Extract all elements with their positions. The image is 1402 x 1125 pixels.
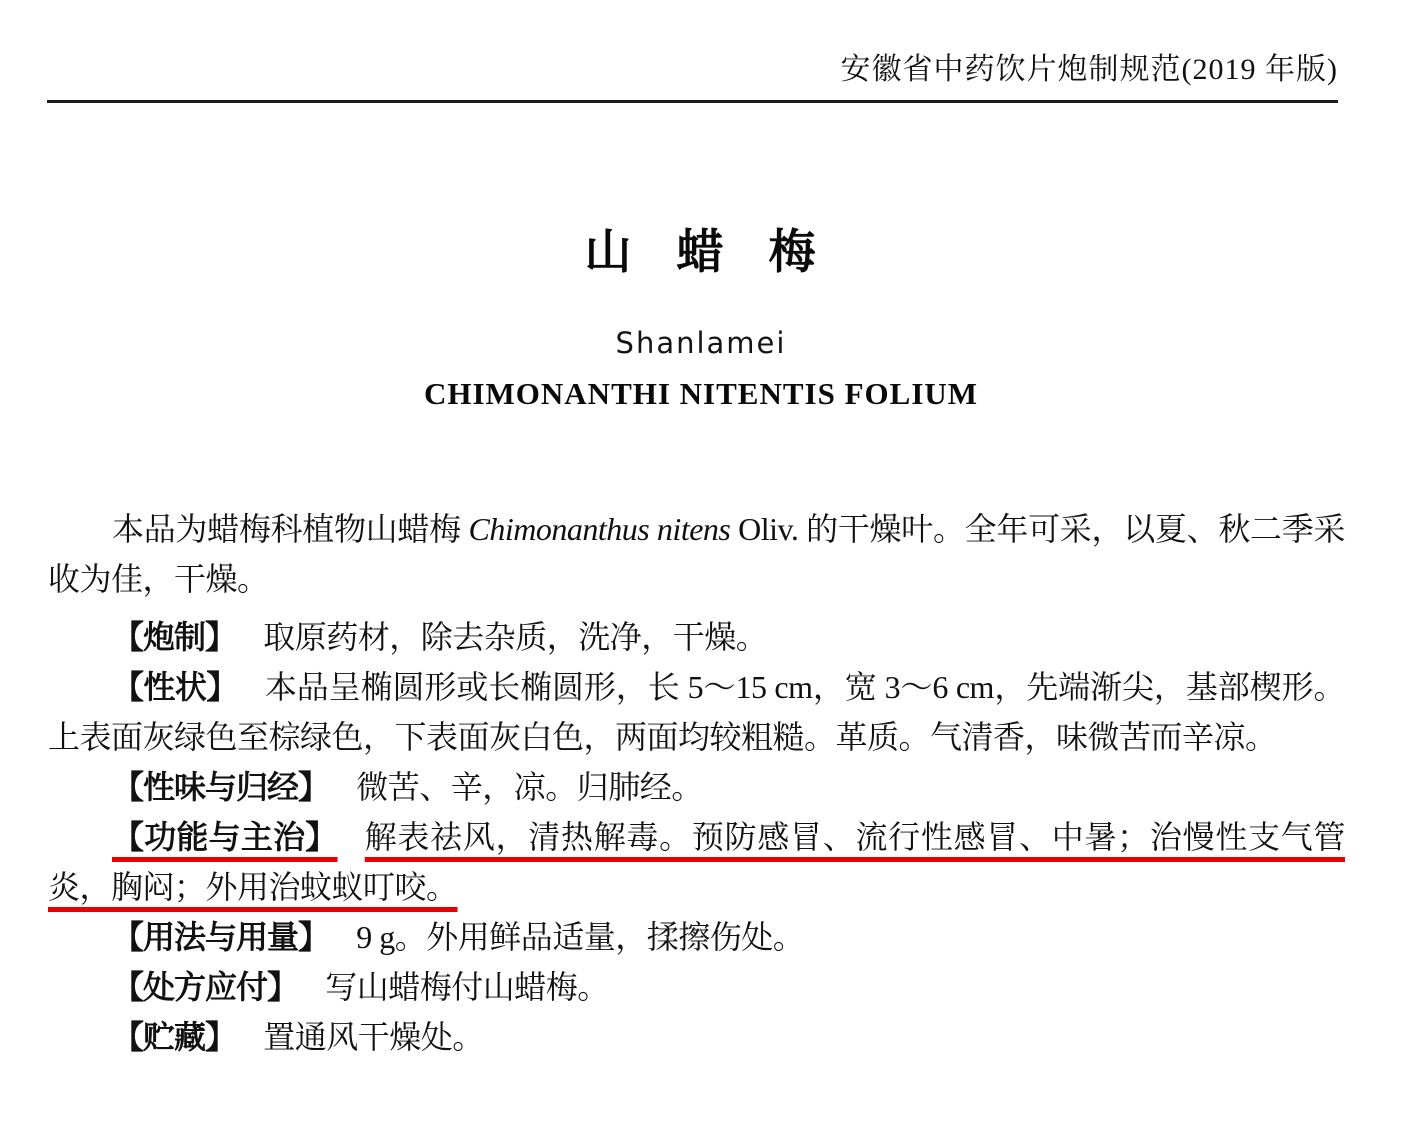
section-processing-text: 取原药材，除去杂质，洗净，干燥。 <box>263 619 768 655</box>
section-dosage <box>48 912 1345 962</box>
section-property-meridian-text: 微苦、辛，凉。归肺经。 <box>356 769 703 805</box>
section-storage-label: 【贮藏】 <box>112 1019 237 1055</box>
section-description-label: 【性状】 <box>112 669 238 705</box>
intro-text-suffix: Oliv. 的干燥叶。全年可采，以夏、秋二季采收为佳，干燥。 <box>48 511 1345 597</box>
section-processing <box>48 612 1345 662</box>
section-dosage-text: 9 g。外用鲜品适量，揉擦伤处。 <box>356 919 805 955</box>
intro-text-prefix: 本品为蜡梅科植物山蜡梅 <box>112 511 469 547</box>
species-name-italic: Chimonanthus nitens <box>468 511 731 547</box>
section-storage-text: 置通风干燥处。 <box>263 1019 484 1055</box>
section-dosage-label: 【用法与用量】 <box>112 919 330 955</box>
section-functions-indications <box>48 812 1345 912</box>
section-description-text: 本品呈椭圆形或长椭圆形，长 5～15 cm，宽 3～6 cm，先端渐尖，基部楔形。上表面灰绿色至棕绿色，下表面灰白色，两面均较粗糙。革质。气清香，味微苦而辛凉。 <box>48 669 1345 755</box>
section-property-meridian <box>48 762 1345 812</box>
section-property-meridian-label: 【性味与归经】 <box>112 769 330 805</box>
section-prescription-dispensing-label: 【处方应付】 <box>112 969 299 1005</box>
section-prescription-dispensing-text: 写山蜡梅付山蜡梅。 <box>325 969 609 1005</box>
monograph-body <box>48 504 1345 1062</box>
section-description <box>48 662 1345 762</box>
drug-title-latin: CHIMONANTHI NITENTIS FOLIUM <box>423 376 979 411</box>
functions-indications-red-underline <box>48 819 1345 905</box>
drug-title-pinyin: Shanlamei <box>615 326 787 360</box>
section-prescription-dispensing <box>48 962 1345 1012</box>
intro-paragraph <box>48 504 1345 604</box>
section-storage <box>48 1012 1345 1062</box>
running-header-text: 安徽省中药饮片炮制规范(2019 年版) <box>840 53 1338 86</box>
section-functions-indications-label: 【功能与主治】 <box>112 819 338 855</box>
running-header <box>47 0 1338 103</box>
section-processing-label: 【炮制】 <box>112 619 237 655</box>
section-functions-indications-text: 解表祛风，清热解毒。预防感冒、流行性感冒、中暑；治慢性支气管炎，胸闷；外用治蚊蚁叮咬。 <box>48 819 1345 905</box>
drug-title-chinese: 山 蜡 梅 <box>584 225 818 278</box>
